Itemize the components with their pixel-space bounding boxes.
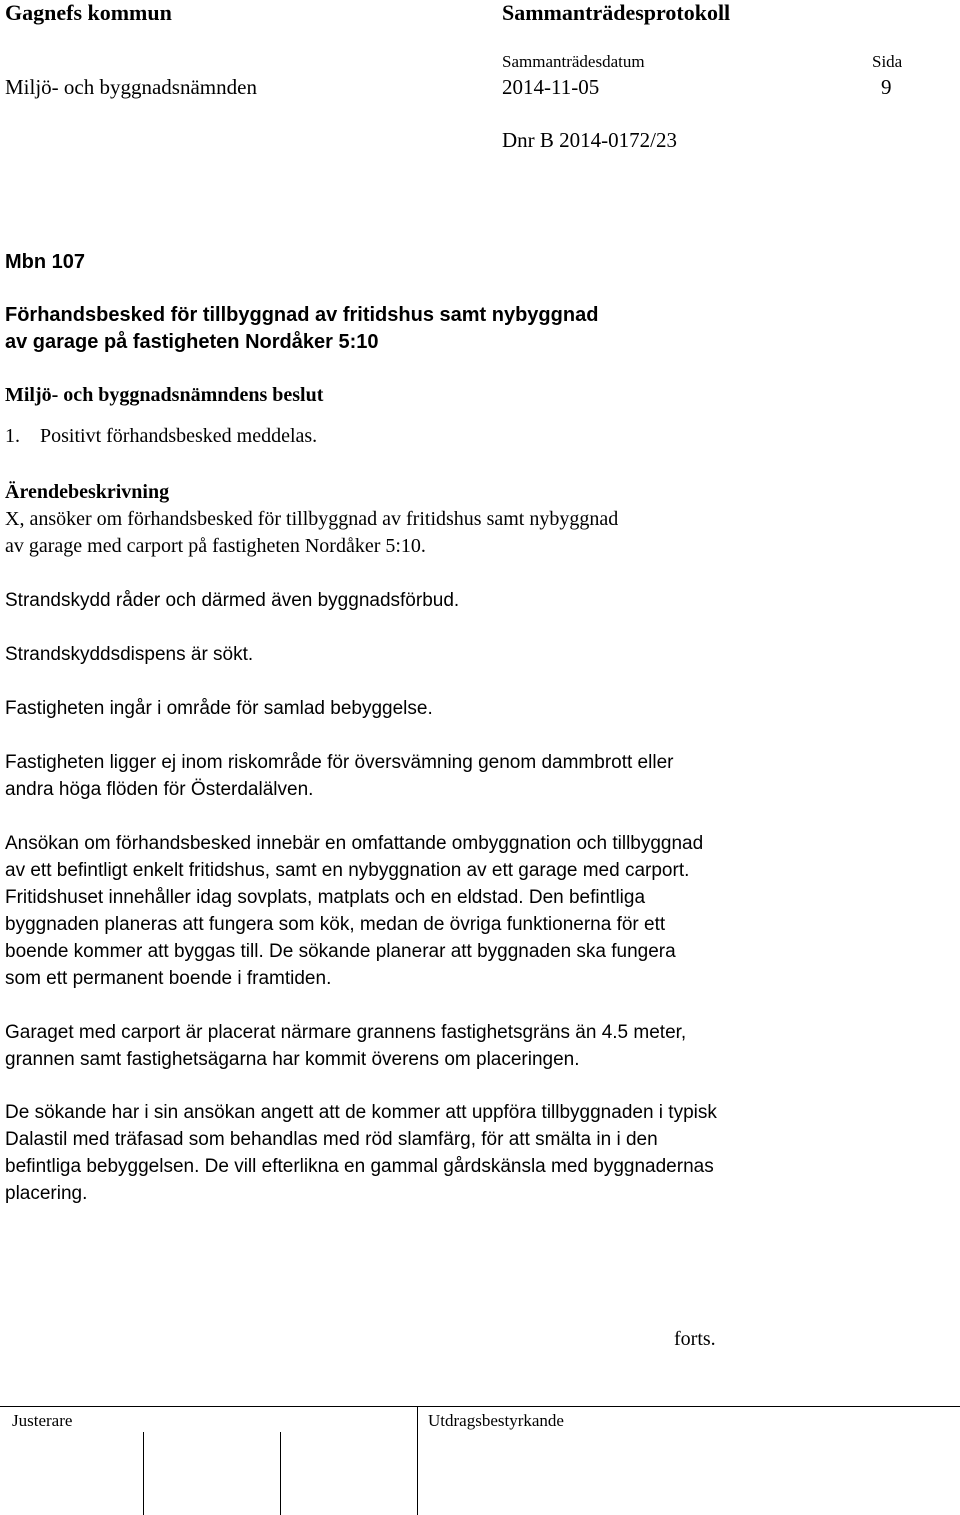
paragraph-dalastil: De sökande har i sin ansökan angett att de kommer att uppföra tillbyggnaden i typisk Dalastil med träfasad som behandlas med röd slamfärg, för att smälta in i den befintliga bebyggelsen. De vill efterlikna en gammal gårdskänsla med byggnadernas placering. (5, 1102, 717, 1204)
decision-heading: Miljö- och byggnadsnämndens beslut (5, 384, 324, 406)
paragraph-shore-protection: Strandskydd råder och därmed även byggnadsförbud. (5, 590, 460, 611)
paragraph-flood-risk: Fastigheten ligger ej inom riskområde för översvämning genom dammbrott eller andra höga flöden för Österdalälven. (5, 752, 674, 800)
paragraph-garage-placement: Garaget med carport är placerat närmare grannens fastighetsgräns än 4.5 meter, grannen samt fastighetsägarna har kommit överens om placeringen. (5, 1022, 687, 1070)
description-intro-line-2: av garage med carport på fastigheten Nordåker 5:10. (5, 535, 426, 557)
case-number: Mbn 107 (5, 251, 86, 273)
continued-marker: forts. (674, 1328, 716, 1350)
paragraph-dispensation: Strandskyddsdispens är sökt. (5, 644, 254, 665)
page-number: 9 (881, 75, 892, 99)
case-title-line-2: av garage på fastigheten Nordåker 5:10 (5, 331, 379, 353)
description-heading: Ärendebeskrivning (5, 481, 170, 503)
page-label: Sida (872, 52, 903, 71)
document-type: Sammanträdesprotokoll (502, 0, 731, 25)
description-intro-line-1: X, ansöker om förhandsbesked för tillbyggnad av fritidshus samt nybyggnad (5, 508, 619, 530)
signature-box-line-1 (143, 1432, 144, 1515)
case-dnr: Dnr B 2014-0172/23 (502, 128, 677, 152)
date-label: Sammanträdesdatum (502, 52, 645, 71)
footer-top-rule (0, 1406, 960, 1407)
footer-certification-label: Utdragsbestyrkande (428, 1411, 564, 1430)
signature-box-line-2 (280, 1432, 281, 1515)
org-name: Gagnefs kommun (5, 0, 172, 25)
decision-item-1: 1. Positivt förhandsbesked meddelas. (5, 425, 318, 447)
paragraph-application: Ansökan om förhandsbesked innebär en omfattande ombyggnation och tillbyggnad av ett befintligt enkelt fritidshus, samt en nybyggnation av ett garage med carport. Fritidshuset innehåller idag sovplats, matplats och en eldstad. Den befintliga byggnaden planeras att fungera som kök, medan de övriga funktionerna för ett boende kommer att byggas till. De sökande planerar att byggnaden ska fungera som ett permanent boende i framtiden. (5, 833, 704, 989)
footer-adjuster-label: Justerare (12, 1411, 73, 1430)
committee-name: Miljö- och byggnadsnämnden (5, 75, 257, 99)
meeting-date: 2014-11-05 (502, 75, 600, 99)
case-title-line-1: Förhandsbesked för tillbyggnad av fritidshus samt nybyggnad (5, 304, 599, 326)
footer-divider (417, 1406, 418, 1515)
paragraph-settlement-area: Fastigheten ingår i område för samlad bebyggelse. (5, 698, 433, 719)
